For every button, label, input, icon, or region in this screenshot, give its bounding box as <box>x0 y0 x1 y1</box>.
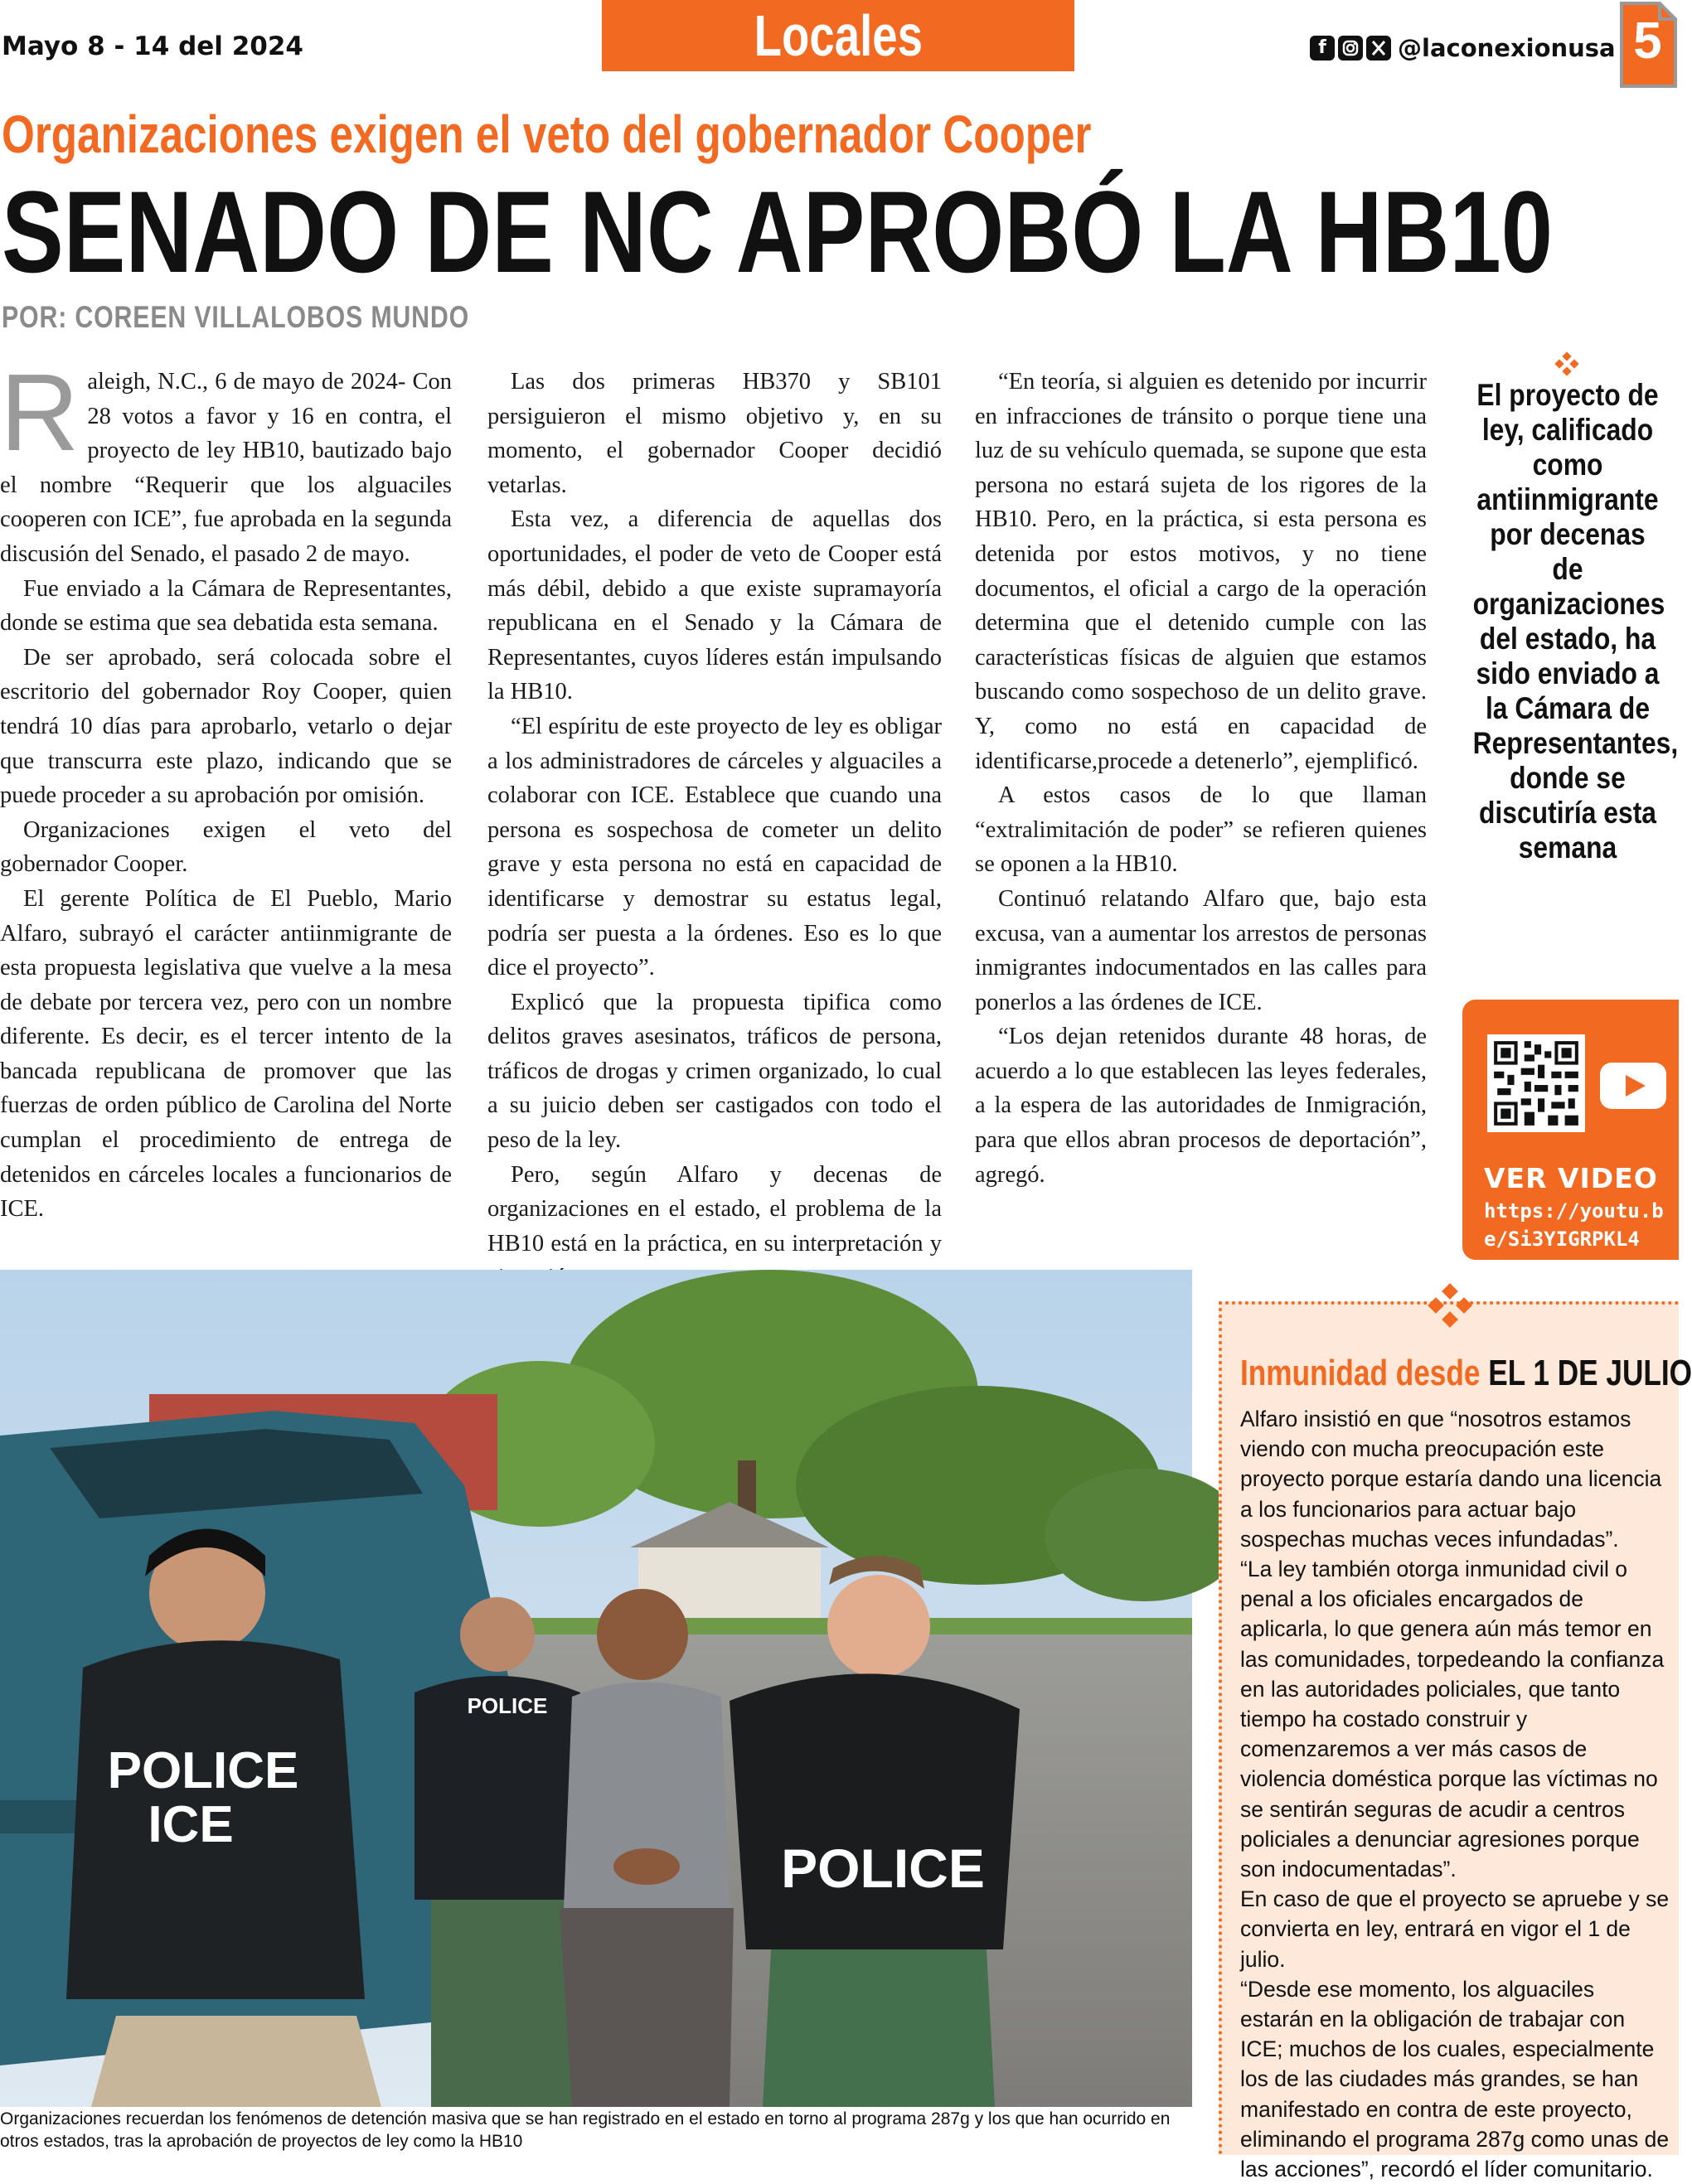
article-headline: SENADO DE NC APROBÓ LA HB10 <box>2 167 1554 297</box>
sidebar-paragraph: En caso de que el proyecto se apruebe y se convierta en ley, entrará en vigor el 1 de julio. <box>1240 1886 1670 1972</box>
section-label: Locales <box>754 3 923 68</box>
paragraph: Explicó que la propuesta tipifica como delitos graves asesinatos, tráficos de persona, tráficos de drogas y crimen organizado, lo cual a su juicio deben ser castigados con todo el peso de la ley. <box>487 989 942 1154</box>
paragraph: “El espíritu de este proyecto de ley es obligar a los administradores de cárceles y alguaciles a colaborar con ICE. Establece que cuando una persona es sospechosa de cometer un delito grave y esta persona no está en capacidad de identificarse y demostrar su estatus legal, podría ser puesta a la órdenes. Eso es lo que dice el proyecto”. <box>487 713 942 981</box>
article-column-2 <box>487 365 942 1295</box>
youtube-play-icon[interactable] <box>1600 1063 1666 1109</box>
article-kicker: Organizaciones exigen el veto del gobernador Cooper <box>2 104 1092 164</box>
photo-caption: Organizaciones recuerdan los fenómenos de detención masiva que se han registrado en el estado en torno al programa 287g y los que han ocurrido en otros estados, tras la aprobación de proyectos de ley como la HB10 <box>0 2109 1171 2151</box>
arrest-scene-illustration <box>0 1270 1192 2107</box>
paragraph <box>0 351 452 572</box>
instagram-icon[interactable] <box>1338 36 1363 61</box>
paragraph: Las dos primeras HB370 y SB101 persiguieron el mismo objetivo y, en su momento, el gobernador Cooper decidió vetarlas. <box>487 369 942 498</box>
qr-code-icon[interactable] <box>1487 1034 1585 1132</box>
article-byline: POR: COREEN VILLALOBOS MUNDO <box>2 300 470 334</box>
page-number: 5 <box>1633 12 1662 70</box>
diamond-ornament-icon <box>1428 1283 1472 1328</box>
vest-label: POLICE <box>781 1838 985 1899</box>
paragraph: De ser aprobado, será colocada sobre el escritorio del gobernador Roy Cooper, quien tendrá 10 días para aprobarlo, vetarlo o dejar que transcurra este plazo, indicando que se puede proceder a su aprobación por omisión. <box>0 644 452 809</box>
video-link[interactable]: https://youtu.be/Si3YIGRPKL4 <box>1484 1199 1664 1251</box>
diamond-ornament-icon <box>1554 351 1579 376</box>
vest-label: POLICE <box>107 1742 299 1799</box>
issue-date: Mayo 8 - 14 del 2024 <box>2 31 303 61</box>
pull-quote: El proyecto de ley, calificado como antiinmigrante por decenas de organizaciones del estado, ha sido enviado a la Cámara de Representantes, donde se discutiría esta semana <box>1472 378 1679 864</box>
paragraph: Organizaciones exigen el veto del gobernador Cooper. <box>0 816 452 878</box>
paragraph: Pero, según Alfaro y decenas de organizaciones en el estado, el problema de la HB10 está en la práctica, en su interpretación y <box>487 1161 942 1257</box>
x-icon[interactable] <box>1366 36 1391 61</box>
paragraph: “En teoría, si alguien es detenido por incurrir en infracciones de tránsito o porque tiene una luz de su vehículo quemada, se supone que esta persona no estará sujeta de los rigores de la HB10. Pero, en la práctica, si esta persona es detenida por estos motivos, y no tiene documentos, el oficial a cargo de la operación determina que el detenido cumple con las características físicas de alguien que estamos buscando como sospechoso de un delito grave. Y, como no está en capacidad de identificarse,procede a detenerlo”, ejemplificó. <box>975 369 1427 774</box>
social-links <box>1310 31 1616 65</box>
video-label[interactable]: VER VIDEO <box>1484 1162 1658 1194</box>
vest-label: ICE <box>148 1796 234 1853</box>
paragraph: Esta vez, a diferencia de aquellas dos oportunidades, el poder de veto de Cooper está más débil, debido a que existe supramayoría republicana en el Senado y la Cámara de Representantes, cuyos líderes están impulsando la HB10. <box>487 506 942 705</box>
drop-cap: R <box>0 351 80 473</box>
article-column-1 <box>0 351 452 1227</box>
article-column-3 <box>975 365 1427 1192</box>
paragraph: Continuó relatando Alfaro que, bajo esta excusa, van a aumentar los arrestos de personas inmigrantes indocumentados en las calles para ponerlos a las órdenes de ICE. <box>975 885 1427 1015</box>
paragraph: “Los dejan retenidos durante 48 horas, de acuerdo a lo que establecen las leyes federales, a la espera de las autoridades de Inmigración, para que ellos abran procesos de deportación”, agregó. <box>975 1024 1427 1188</box>
facebook-icon[interactable]: f <box>1310 36 1335 61</box>
paragraph: A estos casos de lo que llaman “extralimitación de poder” se refieren quienes se oponen a la HB10. <box>975 782 1427 878</box>
vest-label: POLICE <box>467 1693 548 1718</box>
paragraph: El gerente Política de El Pueblo, Mario Alfaro, subrayó el carácter antiinmigrante de esta propuesta legislativa que vuelve a la mesa de debate por tercera vez, pero con un nombre diferente. Es decir, es el tercer intento de la bancada republicana de promover que las fuerzas de orden público de Carolina del Norte cumplan el procedimiento de entrega de detenidos en cárceles locales a funcionarios de ICE. <box>0 885 452 1223</box>
sidebar-paragraph: “Desde ese momento, los alguaciles estarán en la obligación de trabajar con ICE; muchos de los cuales, especialmente los de las ciudades más grandes, se han manifestado en contra de este proyecto, eliminando el programa 287g como unas de las acciones”, recordó el líder comunitario. <box>1240 1976 1670 2182</box>
social-handle[interactable]: @laconexionusa <box>1398 34 1616 62</box>
sidebar-title <box>1240 1353 1692 1394</box>
paragraph: Fue enviado a la Cámara de Representantes, donde se estima que sea debatida esta semana. <box>0 575 452 637</box>
article-photo <box>0 1270 1192 2107</box>
sidebar-paragraph: “La ley también otorga inmunidad civil o penal a los oficiales encargados de aplicarla, lo que genera aún más temor en las comunidades, torpedeando la confianza en las autoridades policiales, que tanto tiempo ha costado construir y comenzaremos a ver más casos de violencia doméstica porque las víctimas no se sentirán seguras de acudir a centros policiales a denunciar agresiones porque son indocumentadas”. <box>1240 1557 1665 1882</box>
page-number-tab <box>1617 0 1679 91</box>
paragraph-text: aleigh, N.C., 6 de mayo de 2024- Con 28 votos a favor y 16 en contra, el proyecto de ley HB10, bautizado bajo el nombre “Requerir que los alguaciles cooperen con ICE”, fue aprobada en la segunda discusión del Senado, el pasado 2 de mayo. <box>0 369 452 567</box>
sidebar-title-part: EL 1 DE JULIO <box>1488 1353 1692 1393</box>
sidebar-title-part: Inmunidad desde <box>1240 1353 1481 1393</box>
sidebar-text <box>1240 1404 1673 2184</box>
sidebar-paragraph: Alfaro insistió en que “nosotros estamos viendo con mucha preocupación este proyecto porque estaría dando una licencia a los funcionarios para actuar bajo sospechas muchas veces infundadas”. <box>1240 1407 1662 1552</box>
section-banner <box>602 0 1074 71</box>
video-promo-box[interactable] <box>1462 1000 1679 1260</box>
